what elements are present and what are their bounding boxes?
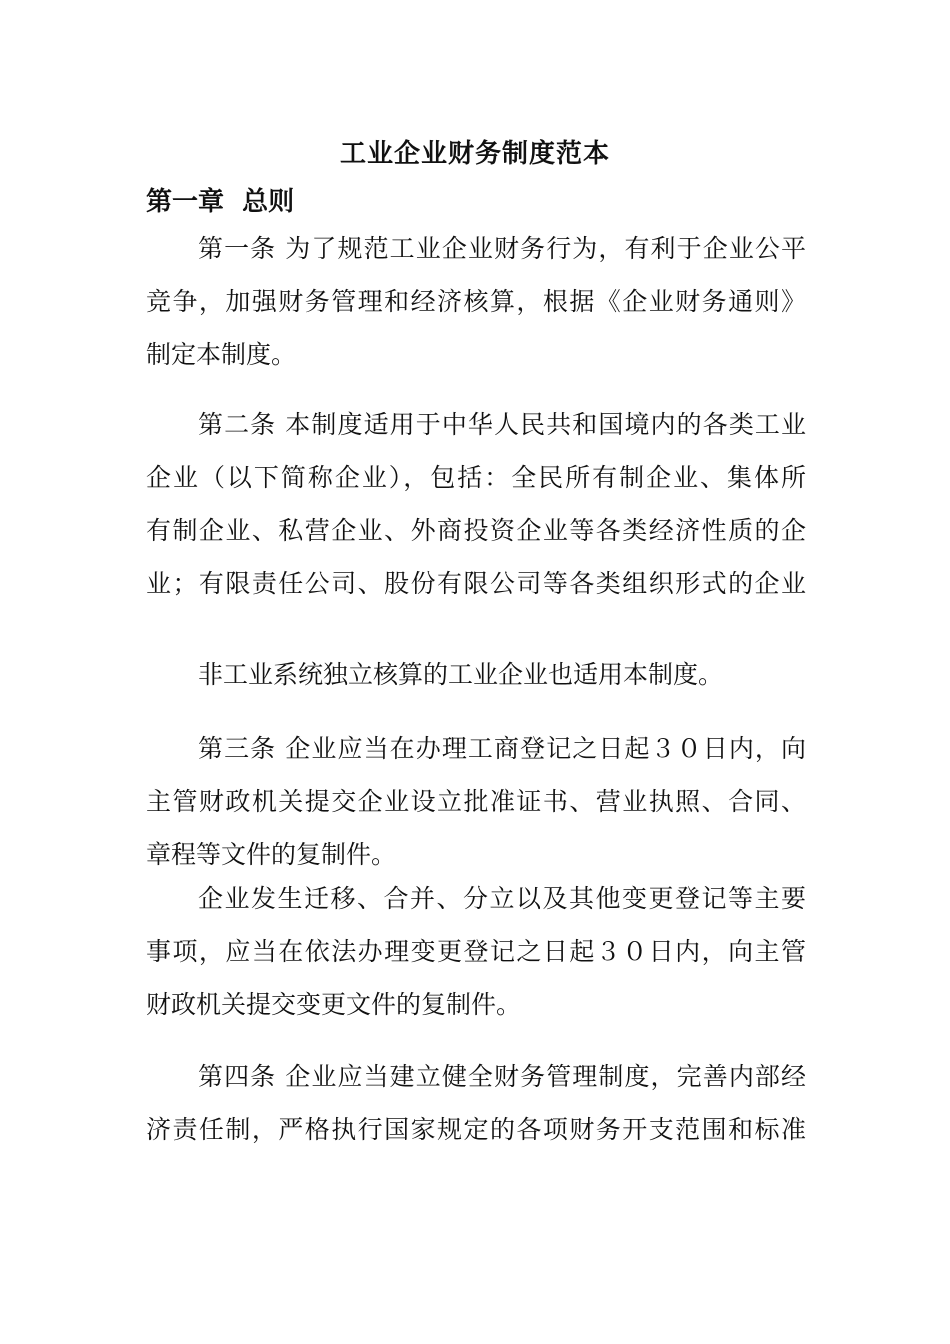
paragraph-line: 竞争，加强财务管理和经济核算，根据《企业财务通则》 [146, 287, 806, 316]
paragraph-line: 制定本制度。 [146, 340, 297, 369]
paragraph-line: 第一条 为了规范工业企业财务行为，有利于企业公平 [198, 234, 806, 263]
paragraph-article-1 [146, 222, 806, 381]
paragraph-line: 财政机关提交变更文件的复制件。 [146, 990, 522, 1019]
paragraph-article-2 [146, 398, 806, 610]
paragraph-line: 章程等文件的复制件。 [146, 840, 397, 869]
paragraph-article-3 [146, 722, 806, 881]
paragraph-line: 业；有限责任公司、股份有限公司等各类组织形式的企业 [146, 569, 806, 598]
chapter-heading: 第一章 总则 [146, 187, 295, 217]
document-title: 工业企业财务制度范本 [339, 139, 610, 169]
paragraph-line: 第三条 企业应当在办理工商登记之日起３０日内，向 [198, 734, 806, 763]
paragraph-line: 济责任制，严格执行国家规定的各项财务开支范围和标准 [146, 1115, 806, 1144]
paragraph-line: 主管财政机关提交企业设立批准证书、营业执照、合同、 [146, 787, 806, 816]
paragraph-line: 第四条 企业应当建立健全财务管理制度，完善内部经 [198, 1062, 806, 1091]
paragraph-line: 非工业系统独立核算的工业企业也适用本制度。 [198, 660, 724, 689]
paragraph-line: 第二条 本制度适用于中华人民共和国境内的各类工业 [198, 410, 806, 439]
paragraph-line: 事项，应当在依法办理变更登记之日起３０日内，向主管 [146, 937, 806, 966]
paragraph-article-2-continuation [146, 648, 806, 701]
paragraph-article-4 [146, 1050, 806, 1156]
paragraph-line: 企业发生迁移、合并、分立以及其他变更登记等主要 [198, 884, 806, 913]
paragraph-article-3-change [146, 872, 806, 1031]
paragraph-line: 企业（以下简称企业），包括：全民所有制企业、集体所 [146, 463, 806, 492]
paragraph-line: 有制企业、私营企业、外商投资企业等各类经济性质的企 [146, 516, 806, 545]
